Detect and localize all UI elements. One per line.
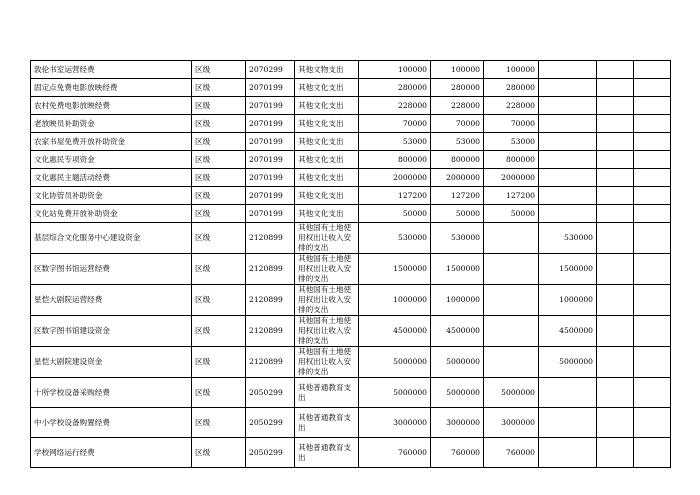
level-cell: 区级: [192, 61, 246, 79]
subject-name-cell: 其他文化支出: [295, 97, 359, 115]
amount-cell: 530000: [431, 223, 484, 254]
general-budget-cell: [484, 254, 539, 285]
total-amount-cell: 530000: [359, 223, 431, 254]
amount-cell: 1000000: [431, 285, 484, 316]
other-cell: [597, 151, 634, 169]
subject-name-cell: 其他文化支出: [295, 205, 359, 223]
table-row: [31, 223, 671, 254]
subject-name-cell: 其他国有土地使用权出让收入安排的支出: [295, 254, 359, 285]
level-cell: 区级: [192, 115, 246, 133]
other-cell: [597, 285, 634, 316]
other-cell: [597, 61, 634, 79]
total-amount-cell: 100000: [359, 61, 431, 79]
subject-name-cell: 其他文化支出: [295, 151, 359, 169]
table-row: [31, 133, 671, 151]
general-budget-cell: 2000000: [484, 169, 539, 187]
table-row: [31, 285, 671, 316]
general-budget-cell: 50000: [484, 205, 539, 223]
fund-budget-cell: 1000000: [539, 285, 597, 316]
amount-cell: 800000: [431, 151, 484, 169]
other-cell: [597, 254, 634, 285]
project-name-cell: 文化惠民主题活动经费: [31, 169, 192, 187]
table-row: [31, 115, 671, 133]
project-name-cell: 基层综合文化服务中心建设资金: [31, 223, 192, 254]
general-budget-cell: 3000000: [484, 408, 539, 438]
general-budget-cell: [484, 285, 539, 316]
level-cell: 区级: [192, 133, 246, 151]
subject-name-cell: 其他文化支出: [295, 169, 359, 187]
budget-table: [30, 60, 671, 468]
subject-code-cell: 2120899: [246, 223, 295, 254]
other-cell: [597, 408, 634, 438]
total-amount-cell: 760000: [359, 438, 431, 468]
table-row: [31, 378, 671, 408]
subject-code-cell: 2050299: [246, 408, 295, 438]
other-cell: [634, 133, 671, 151]
general-budget-cell: 280000: [484, 79, 539, 97]
other-cell: [634, 79, 671, 97]
total-amount-cell: 1000000: [359, 285, 431, 316]
project-name-cell: 老放映员补助资金: [31, 115, 192, 133]
general-budget-cell: 70000: [484, 115, 539, 133]
table-row: [31, 205, 671, 223]
fund-budget-cell: 1500000: [539, 254, 597, 285]
table-row: [31, 187, 671, 205]
project-name-cell: 星恺大剧院运营经费: [31, 285, 192, 316]
subject-code-cell: 2070199: [246, 169, 295, 187]
general-budget-cell: 5000000: [484, 378, 539, 408]
general-budget-cell: 53000: [484, 133, 539, 151]
total-amount-cell: 280000: [359, 79, 431, 97]
project-name-cell: 文化协管员补助资金: [31, 187, 192, 205]
subject-code-cell: 2070199: [246, 97, 295, 115]
other-cell: [597, 79, 634, 97]
project-name-cell: 文化站免费开放补助资金: [31, 205, 192, 223]
amount-cell: 50000: [431, 205, 484, 223]
amount-cell: 70000: [431, 115, 484, 133]
fund-budget-cell: [539, 169, 597, 187]
table-row: [31, 438, 671, 468]
total-amount-cell: 228000: [359, 97, 431, 115]
table-row: [31, 347, 671, 378]
project-name-cell: 区数字图书馆建设资金: [31, 316, 192, 347]
general-budget-cell: 100000: [484, 61, 539, 79]
total-amount-cell: 1500000: [359, 254, 431, 285]
subject-name-cell: 其他国有土地使用权出让收入安排的支出: [295, 316, 359, 347]
other-cell: [597, 97, 634, 115]
general-budget-cell: 228000: [484, 97, 539, 115]
table-row: [31, 61, 671, 79]
total-amount-cell: 127200: [359, 187, 431, 205]
level-cell: 区级: [192, 79, 246, 97]
fund-budget-cell: [539, 378, 597, 408]
amount-cell: 100000: [431, 61, 484, 79]
subject-name-cell: 其他普通教育支出: [295, 378, 359, 408]
general-budget-cell: [484, 347, 539, 378]
other-cell: [597, 133, 634, 151]
total-amount-cell: 4500000: [359, 316, 431, 347]
general-budget-cell: 127200: [484, 187, 539, 205]
other-cell: [634, 316, 671, 347]
other-cell: [634, 205, 671, 223]
subject-name-cell: 其他文化支出: [295, 133, 359, 151]
other-cell: [634, 115, 671, 133]
other-cell: [597, 347, 634, 378]
level-cell: 区级: [192, 254, 246, 285]
general-budget-cell: 800000: [484, 151, 539, 169]
subject-code-cell: 2120899: [246, 347, 295, 378]
other-cell: [597, 205, 634, 223]
table-row: [31, 408, 671, 438]
other-cell: [597, 169, 634, 187]
project-name-cell: 学校网络运行经费: [31, 438, 192, 468]
table-row: [31, 254, 671, 285]
table-row: [31, 316, 671, 347]
project-name-cell: 区数字图书馆运营经费: [31, 254, 192, 285]
subject-code-cell: 2070199: [246, 205, 295, 223]
total-amount-cell: 5000000: [359, 347, 431, 378]
project-name-cell: 星恺大剧院建设资金: [31, 347, 192, 378]
amount-cell: 760000: [431, 438, 484, 468]
other-cell: [597, 115, 634, 133]
amount-cell: 53000: [431, 133, 484, 151]
level-cell: 区级: [192, 347, 246, 378]
subject-code-cell: 2070199: [246, 79, 295, 97]
project-name-cell: 农村免费电影放映经费: [31, 97, 192, 115]
subject-code-cell: 2050299: [246, 438, 295, 468]
general-budget-cell: [484, 223, 539, 254]
table-row: [31, 151, 671, 169]
other-cell: [634, 254, 671, 285]
total-amount-cell: 70000: [359, 115, 431, 133]
project-name-cell: 中小学校设备购置经费: [31, 408, 192, 438]
level-cell: 区级: [192, 316, 246, 347]
total-amount-cell: 3000000: [359, 408, 431, 438]
subject-name-cell: 其他国有土地使用权出让收入安排的支出: [295, 223, 359, 254]
fund-budget-cell: 530000: [539, 223, 597, 254]
subject-code-cell: 2070299: [246, 61, 295, 79]
subject-code-cell: 2070199: [246, 115, 295, 133]
fund-budget-cell: [539, 151, 597, 169]
fund-budget-cell: [539, 97, 597, 115]
fund-budget-cell: 5000000: [539, 347, 597, 378]
total-amount-cell: 53000: [359, 133, 431, 151]
subject-name-cell: 其他文化支出: [295, 115, 359, 133]
other-cell: [597, 438, 634, 468]
other-cell: [597, 187, 634, 205]
level-cell: 区级: [192, 223, 246, 254]
fund-budget-cell: [539, 79, 597, 97]
total-amount-cell: 50000: [359, 205, 431, 223]
subject-name-cell: 其他国有土地使用权出让收入安排的支出: [295, 285, 359, 316]
table-row: [31, 97, 671, 115]
total-amount-cell: 5000000: [359, 378, 431, 408]
project-name-cell: 农家书屋免费开放补助资金: [31, 133, 192, 151]
level-cell: 区级: [192, 151, 246, 169]
total-amount-cell: 2000000: [359, 169, 431, 187]
level-cell: 区级: [192, 97, 246, 115]
subject-code-cell: 2070199: [246, 187, 295, 205]
subject-name-cell: 其他普通教育支出: [295, 408, 359, 438]
subject-code-cell: 2120899: [246, 316, 295, 347]
other-cell: [634, 408, 671, 438]
fund-budget-cell: [539, 438, 597, 468]
other-cell: [634, 347, 671, 378]
general-budget-cell: 760000: [484, 438, 539, 468]
level-cell: 区级: [192, 205, 246, 223]
general-budget-cell: [484, 316, 539, 347]
amount-cell: 228000: [431, 97, 484, 115]
project-name-cell: 文化惠民专项资金: [31, 151, 192, 169]
other-cell: [597, 223, 634, 254]
fund-budget-cell: [539, 187, 597, 205]
amount-cell: 3000000: [431, 408, 484, 438]
other-cell: [634, 169, 671, 187]
fund-budget-cell: [539, 115, 597, 133]
subject-code-cell: 2070199: [246, 151, 295, 169]
fund-budget-cell: [539, 408, 597, 438]
project-name-cell: 固定点免费电影放映经费: [31, 79, 192, 97]
fund-budget-cell: [539, 133, 597, 151]
level-cell: 区级: [192, 187, 246, 205]
other-cell: [634, 438, 671, 468]
level-cell: 区级: [192, 438, 246, 468]
other-cell: [634, 285, 671, 316]
fund-budget-cell: [539, 61, 597, 79]
level-cell: 区级: [192, 169, 246, 187]
amount-cell: 5000000: [431, 378, 484, 408]
subject-code-cell: 2120899: [246, 285, 295, 316]
subject-name-cell: 其他普通教育支出: [295, 438, 359, 468]
table-row: [31, 79, 671, 97]
other-cell: [597, 316, 634, 347]
other-cell: [634, 151, 671, 169]
subject-name-cell: 其他文化支出: [295, 79, 359, 97]
other-cell: [634, 378, 671, 408]
amount-cell: 2000000: [431, 169, 484, 187]
other-cell: [634, 223, 671, 254]
amount-cell: 280000: [431, 79, 484, 97]
other-cell: [634, 61, 671, 79]
level-cell: 区级: [192, 285, 246, 316]
other-cell: [634, 97, 671, 115]
other-cell: [634, 187, 671, 205]
amount-cell: 127200: [431, 187, 484, 205]
amount-cell: 5000000: [431, 347, 484, 378]
subject-name-cell: 其他文化支出: [295, 187, 359, 205]
fund-budget-cell: 4500000: [539, 316, 597, 347]
level-cell: 区级: [192, 408, 246, 438]
subject-code-cell: 2070199: [246, 133, 295, 151]
subject-name-cell: 其他国有土地使用权出让收入安排的支出: [295, 347, 359, 378]
level-cell: 区级: [192, 378, 246, 408]
table-row: [31, 169, 671, 187]
fund-budget-cell: [539, 205, 597, 223]
other-cell: [597, 378, 634, 408]
subject-code-cell: 2120899: [246, 254, 295, 285]
subject-code-cell: 2050299: [246, 378, 295, 408]
project-name-cell: 十所学校设备采购经费: [31, 378, 192, 408]
project-name-cell: 敦伦书室运营经费: [31, 61, 192, 79]
total-amount-cell: 800000: [359, 151, 431, 169]
subject-name-cell: 其他文物支出: [295, 61, 359, 79]
amount-cell: 4500000: [431, 316, 484, 347]
amount-cell: 1500000: [431, 254, 484, 285]
